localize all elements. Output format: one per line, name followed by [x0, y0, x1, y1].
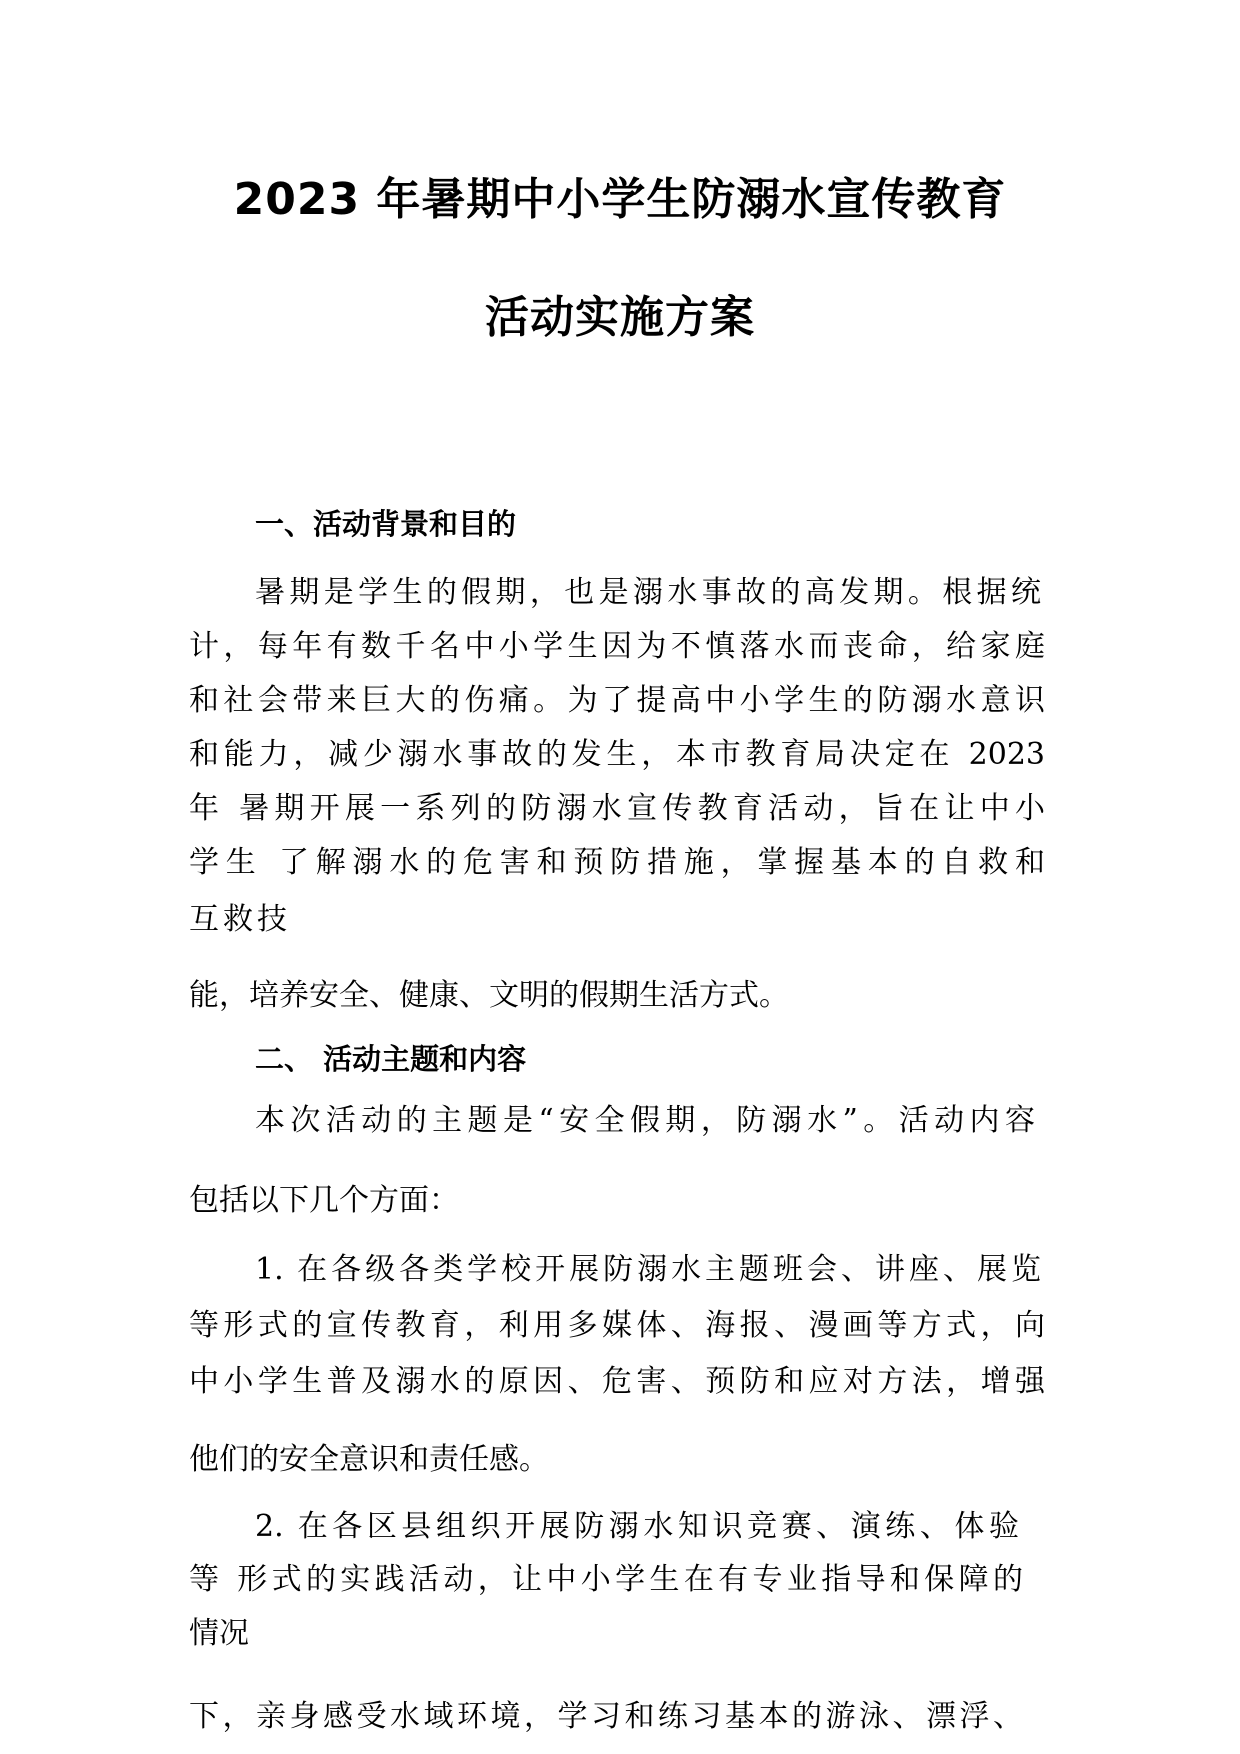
list-item-1-line: 等形式的宣传教育，利用多媒体、海报、漫画等方式，向 — [189, 1308, 1045, 1343]
section-1-heading: 一、活动背景和目的 — [255, 507, 517, 541]
section-2-heading: 二、 活动主题和内容 — [255, 1042, 527, 1076]
list-item-2-line: 等 形式的实践活动，让中小学生在有专业指导和保障的 — [189, 1562, 1023, 1597]
list-item-1-line: 1. 在各级各类学校开展防溺水主题班会、讲座、展览 — [255, 1252, 1041, 1287]
paragraph-line: 包括以下几个方面： — [189, 1183, 459, 1218]
paragraph-line: 和社会带来巨大的伤痛。为了提高中小学生的防溺水意识 — [189, 683, 1045, 718]
list-item-1-line: 他们的安全意识和责任感。 — [189, 1442, 549, 1477]
paragraph-line: 本次活动的主题是“安全假期，防溺水”。活动内容 — [255, 1103, 1035, 1138]
paragraph-line: 能，培养安全、健康、文明的假期生活方式。 — [189, 978, 789, 1013]
list-item-2-line: 情况 — [189, 1616, 249, 1651]
list-item-1-line: 中小学生普及溺水的原因、危害、预防和应对方法，增强 — [189, 1364, 1045, 1399]
paragraph-line: 暑期是学生的假期，也是溺水事故的高发期。根据统 — [255, 575, 1041, 610]
paragraph-line: 计，每年有数千名中小学生因为不慎落水而丧命，给家庭 — [189, 629, 1045, 664]
document-title-line-1: 2023 年暑期中小学生防溺水宣传教育 — [233, 174, 1007, 225]
paragraph-line: 学生 了解溺水的危害和预防措施，掌握基本的自救和 — [189, 845, 1045, 880]
list-item-2-line: 下，亲身感受水域环境，学习和练习基本的游泳、漂浮、 — [189, 1699, 1023, 1734]
paragraph-line: 互救技 — [189, 902, 291, 937]
paragraph-line: 年 暑期开展一系列的防溺水宣传教育活动，旨在让中小 — [189, 791, 1045, 826]
list-item-2-line: 2. 在各区县组织开展防溺水知识竞赛、演练、体验 — [255, 1509, 1019, 1544]
paragraph-line: 和能力，减少溺水事故的发生，本市教育局决定在 2023 — [189, 737, 1045, 772]
document-title-line-2: 活动实施方案 — [485, 292, 755, 343]
